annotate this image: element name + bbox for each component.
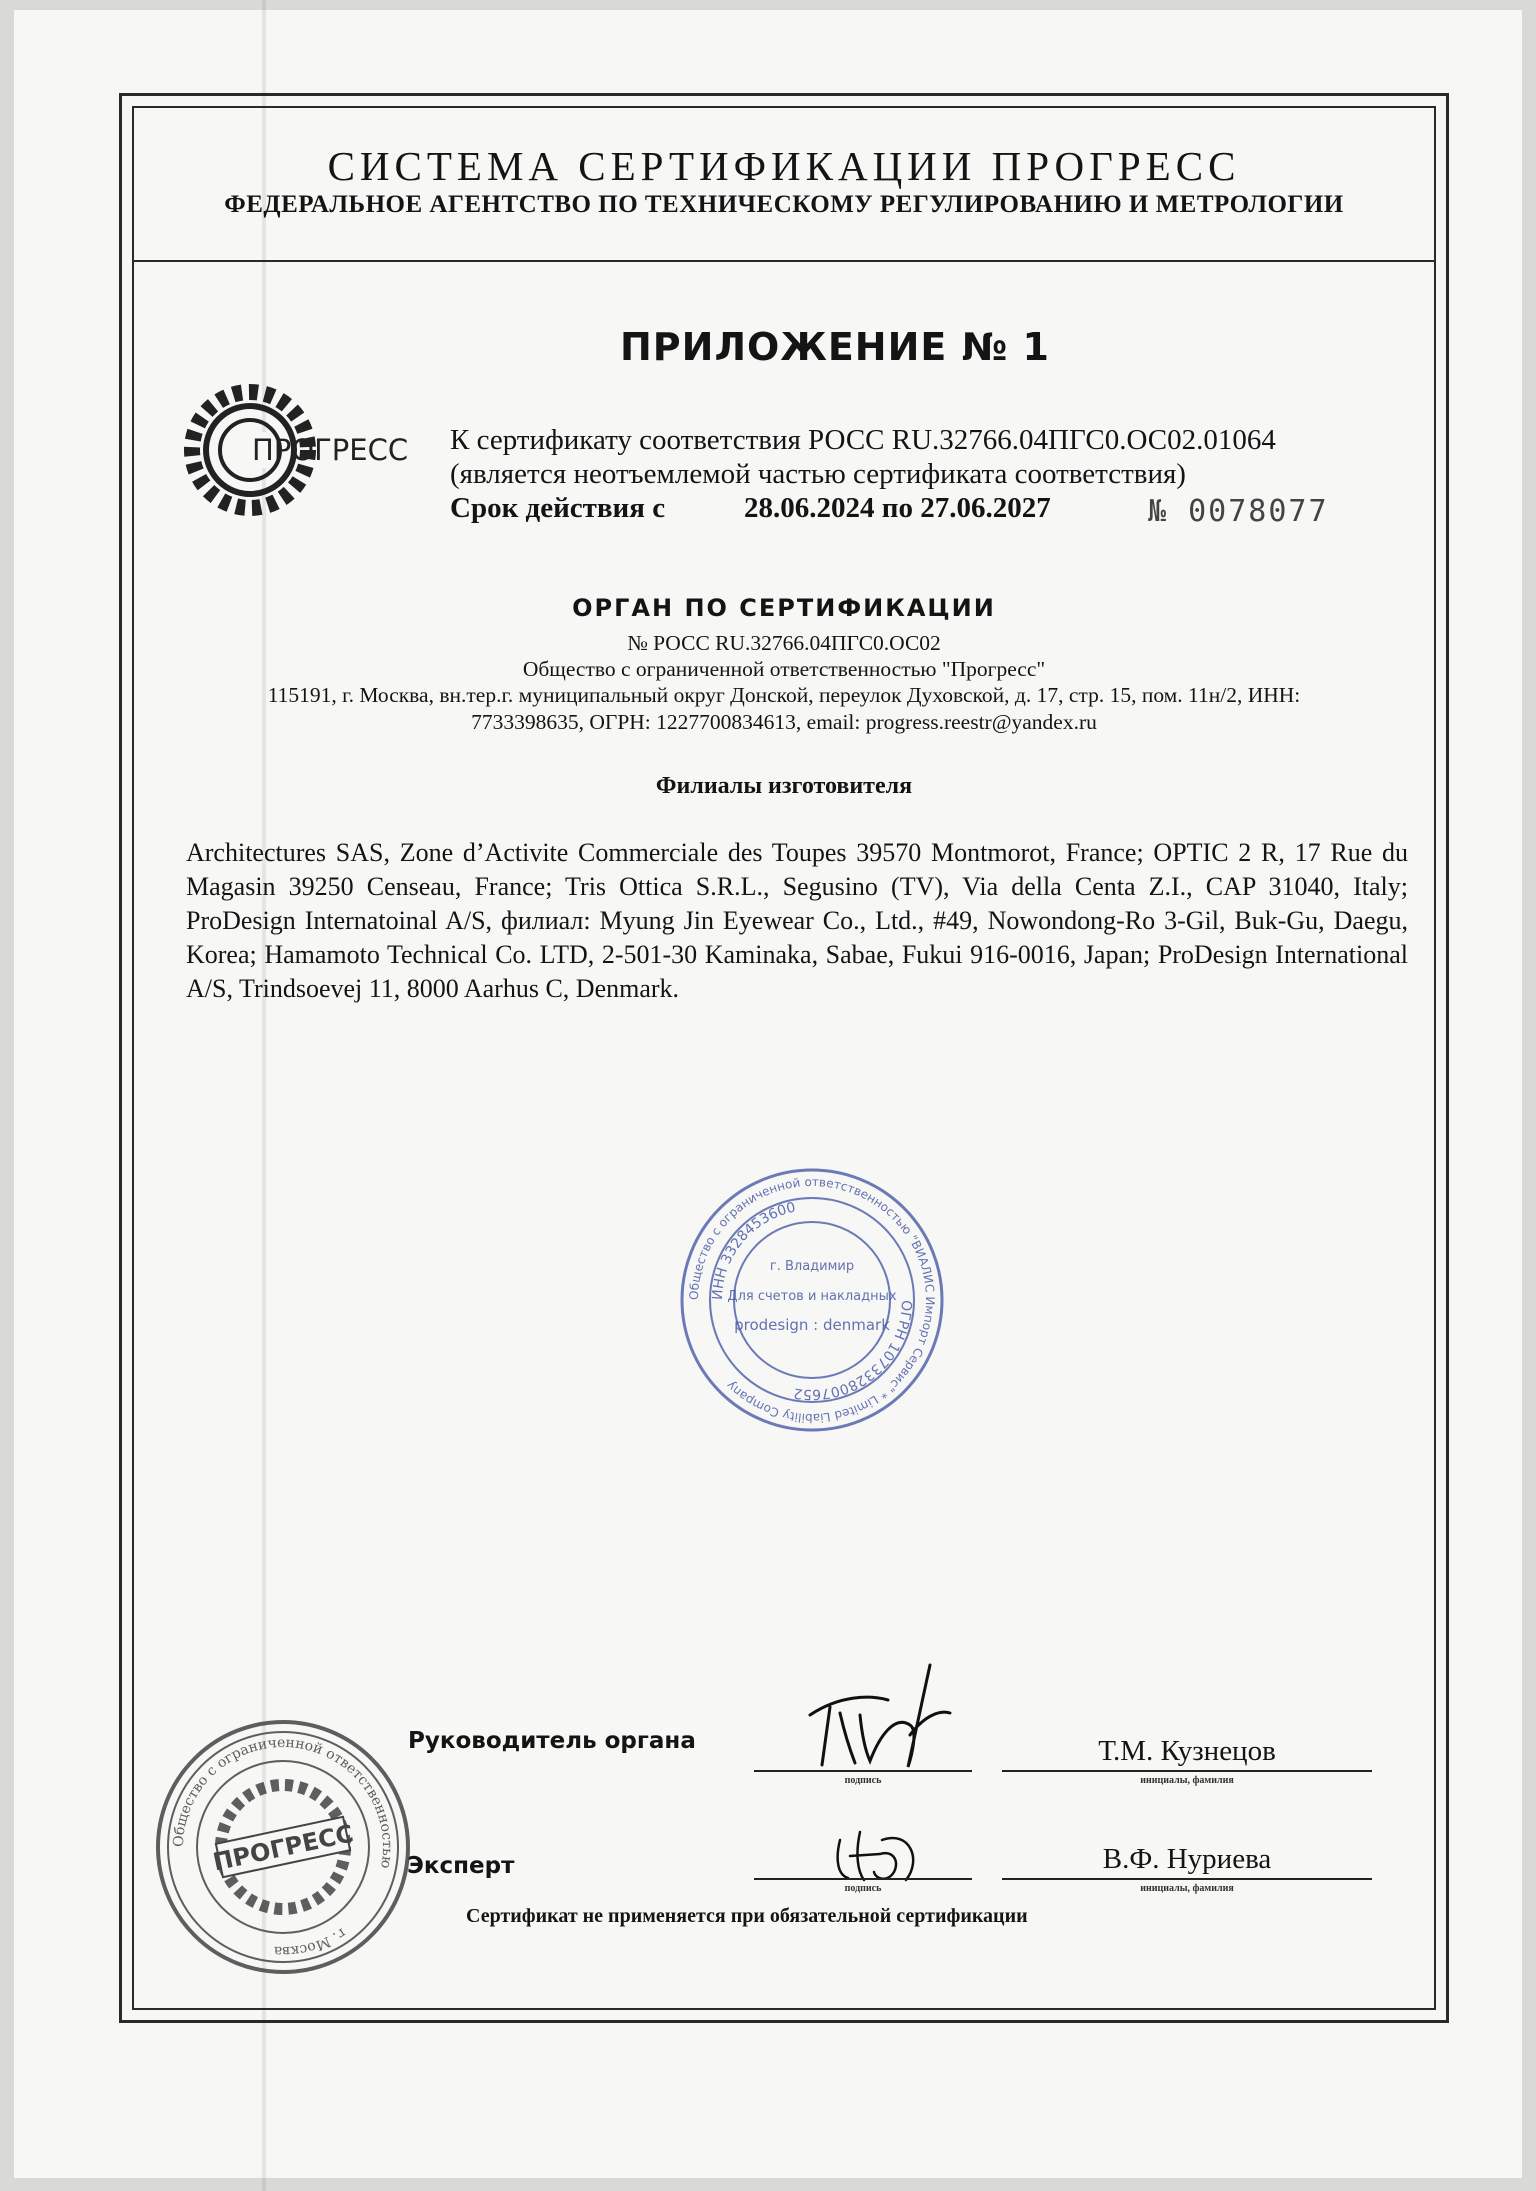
footer-note: Сертификат не применяется при обязательной сертификации	[466, 1905, 1028, 1927]
head-name-line	[1002, 1770, 1372, 1772]
expert-role: Эксперт	[407, 1853, 515, 1879]
expert-signature-line	[754, 1878, 972, 1880]
progress-logo	[172, 360, 452, 540]
validity-row	[450, 492, 1051, 525]
seal-city: г. Москва	[273, 1924, 349, 1960]
annex-note: (является неотъемлемой частью сертификата соответствия)	[450, 458, 1186, 490]
head-signature-line	[754, 1770, 972, 1772]
certification-body-address: 115191, г. Москва, вн.тер.г. муниципальный округ Донской, переулок Духовской, д. 17, стр. 15, пом. 11н/2, ИНН:	[267, 683, 1301, 707]
branches-title: Филиалы изготовителя	[655, 773, 913, 799]
expert-name: В.Ф. Нуриева	[1102, 1843, 1272, 1875]
expert-signature-caption: подпись	[844, 1883, 882, 1894]
serial-number: № 0078077	[1148, 494, 1329, 529]
head-name: Т.М. Кузнецов	[1098, 1735, 1276, 1767]
header-divider	[132, 260, 1436, 262]
head-role: Руководитель органа	[408, 1728, 696, 1754]
seal-ring-text: Общество с ограниченной ответственностью	[170, 1734, 396, 1870]
seal-center-text: ПРОГРЕСС	[210, 1819, 356, 1877]
certification-body-number: № РОСС RU.32766.04ПГС0.ОС02	[627, 631, 941, 655]
annex-title: ПРИЛОЖЕНИЕ № 1	[620, 325, 1050, 369]
certificate-reference: К сертификату соответствия РОСС RU.32766.04ПГС0.ОС02.01064	[450, 424, 1276, 456]
stamp-center: Для счетов и накладных	[727, 1289, 897, 1304]
certification-body-contacts: 7733398635, ОГРН: 1227700834613, email: progress.reestr@yandex.ru	[471, 710, 1097, 734]
stamp-brand: prodesign : denmark	[734, 1316, 890, 1334]
head-signature-caption: подпись	[844, 1775, 882, 1786]
branches-text: Architectures SAS, Zone d’Activite Commerciale des Toupes 39570 Montmorot, France; OPTIC 2 R, 17 Rue du Magasin 39250 Censeau, France; Tris Ottica S.R.L., Segusino (TV), Via della Centa Z.I., CAP 31040, Italy; ProDesign Internatoinal A/S, филиал: Myung Jin Eyewear Co., Ltd., #49, Nowondong-Ro 3-Gil, Buk-Gu, Daegu, Korea; Hamamoto Technical Co. LTD, 2-501-30 Kaminaka, Sabae, Fukui 916-0016, Japan; ProDesign International A/S, Trindsoevej 11, 8000 Aarhus C, Denmark.	[186, 838, 1408, 1003]
stamp-ogrn: ОГРН 1073328007652	[792, 1299, 915, 1403]
certification-body-name: Общество с ограниченной ответственностью "Прогресс"	[522, 657, 1046, 681]
validity-label: Срок действия с	[450, 492, 666, 524]
expert-name-line	[1002, 1878, 1372, 1880]
validity-dates: 28.06.2024 по 27.06.2027	[744, 492, 1051, 524]
certification-body-title: ОРГАН ПО СЕРТИФИКАЦИИ	[572, 594, 996, 622]
expert-name-caption: инициалы, фамилия	[1140, 1883, 1234, 1894]
logo-text: ПРОГРЕСС	[252, 433, 409, 467]
head-name-caption: инициалы, фамилия	[1140, 1775, 1234, 1786]
company-stamp	[672, 1160, 952, 1440]
agency-name: ФЕДЕРАЛЬНОЕ АГЕНТСТВО ПО ТЕХНИЧЕСКОМУ РЕГУЛИРОВАНИЮ И МЕТРОЛОГИИ	[224, 191, 1344, 218]
head-signature	[800, 1655, 960, 1785]
system-title: СИСТЕМА СЕРТИФИКАЦИИ ПРОГРЕСС	[327, 143, 1241, 189]
stamp-city: г. Владимир	[769, 1259, 855, 1274]
stamp-inn: ИНН 3328453600	[709, 1199, 798, 1301]
stamp-outer-text: Общество с ограниченной ответственностью "ВИАЛИС Импорт Сервис" * Limited Liability Company	[686, 1174, 938, 1426]
progress-seal	[148, 1712, 418, 1982]
